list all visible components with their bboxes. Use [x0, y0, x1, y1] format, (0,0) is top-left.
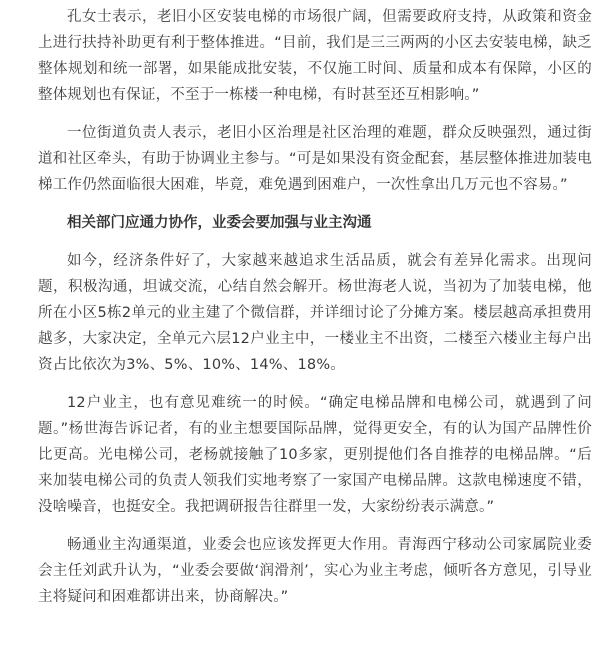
paragraph-4: 12户业主，也有意见难统一的时候。“确定电梯品牌和电梯公司，就遇到了问题。”杨世海告诉记者，有的业主想要国际品牌，觉得更安全，有的认为国产品牌性价比更高。光电梯公司，老杨就接触了10多家，更别提他们各自推荐的电梯品牌。“后来加装电梯公司的负责人领我们实地考察了一家国产电梯品牌。这款电梯速度不错，没啥噪音，也挺安全。我把调研报告往群里一发，大家纷纷表示满意。” [38, 395, 592, 515]
paragraph-3: 如今，经济条件好了，大家越来越追求生活品质，就会有差异化需求。出现问题，积极沟通，坦诚交流，心结自然会解开。杨世海老人说，当初为了加装电梯，他所在小区5栋2单元的业主建了个微信群，并详细讨论了分摊方案。楼层越高承担费用越多，大家决定，全单元六层12户业主中，一楼业主不出资，二楼至六楼业主每户出资占比依次为3%、5%、10%、14%、18%。 [38, 253, 592, 373]
section-subheading: 相关部门应通力协作，业委会要加强与业主沟通 [67, 215, 372, 231]
paragraph-1: 孔女士表示，老旧小区安装电梯的市场很广阔，但需要政府支持，从政策和资金上进行扶持补助更有利于整体推进。“目前，我们是三三两两的小区去安装电梯，缺乏整体规划和统一部署，如果能成批安装，不仅施工时间、质量和成本有保障，小区的整体规划也有保证，不至于一栋楼一种电梯，有时甚至还互相影响。” [38, 9, 592, 103]
article-body [38, 4, 592, 610]
paragraph-2: 一位街道负责人表示，老旧小区治理是社区治理的难题，群众反映强烈，通过街道和社区牵头，有助于协调业主参与。“可是如果没有资金配套，基层整体推进加装电梯工作仍然面临很大困难，毕竟，难免遇到困难户，一次性拿出几万元也不容易。” [38, 125, 592, 193]
paragraph-5: 畅通业主沟通渠道，业委会也应该发挥更大作用。青海西宁移动公司家属院业委会主任刘武升认为，“业委会要做‘润滑剂’，实心为业主考虑，倾听各方意见，引导业主将疑问和困难都讲出来，协商解决。” [38, 537, 592, 605]
